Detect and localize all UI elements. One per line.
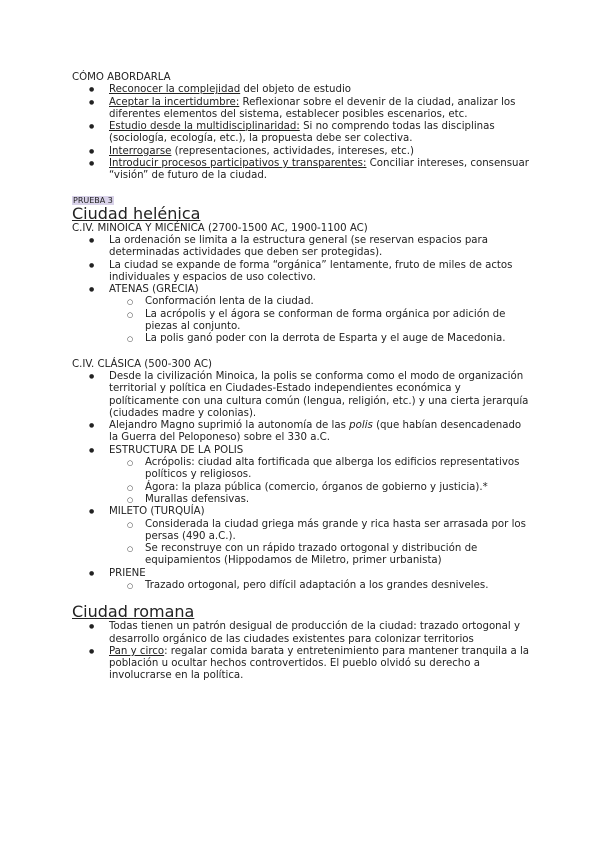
item-text: Si no comprendo todas las disciplinas (sociología, ecología, etc.), la propuesta debe ser colectiva. <box>109 121 495 145</box>
italic-term: polis <box>349 420 373 432</box>
list-item: ● MILETO (TURQUÍA) <box>72 506 532 518</box>
priene-list <box>72 568 532 580</box>
list-item: ● PRIENE <box>72 568 532 580</box>
clasica-list <box>72 371 532 457</box>
list-item: ● La ciudad se expande de forma “orgánica” lentamente, fruto de miles de actos individuales y espacios de uso colectivo. <box>72 260 532 285</box>
heading-ciudad-helenica: Ciudad helénica <box>72 203 201 223</box>
sub-list-item: ○ Ágora: la plaza pública (comercio, órganos de gobierno y justicia).* <box>72 482 532 494</box>
subheading-clasica: C.IV. CLÁSICA (500-300 AC) <box>72 358 212 370</box>
item-text: del objeto de estudio <box>240 84 352 96</box>
item-text: (representaciones, actividades, intereses, etc.) <box>171 145 414 157</box>
list-item <box>72 146 532 158</box>
underlined-term: Pan y circo <box>109 645 165 657</box>
sub-list-item: ○ Conformación lenta de la ciudad. <box>72 296 532 308</box>
item-text: Conciliar intereses, consensuar “visión” de futuro de la ciudad. <box>109 158 529 182</box>
list-item <box>72 646 532 683</box>
list-item: ● ESTRUCTURA DE LA POLIS <box>72 445 532 457</box>
item-text: : regalar comida barata y entretenimiento para mantener tranquila a la población u ocultar hechos controvertidos. El pueblo olvidó su derecho a involucrarse en la política. <box>109 645 530 682</box>
underlined-term: Interrogarse <box>109 145 172 157</box>
document-page <box>72 72 532 683</box>
list-item <box>72 420 532 445</box>
como-abordarla-list <box>72 84 532 182</box>
underlined-term: Reconocer la complejidad <box>109 84 241 96</box>
sub-list-item: ○ Trazado ortogonal, pero difícil adaptación a los grandes desniveles. <box>72 580 532 592</box>
item-text: Alejandro Magno suprimió la autonomía de las <box>109 420 350 432</box>
mileto-list <box>72 506 532 518</box>
sub-list-item: ○ Considerada la ciudad griega más grande y rica hasta ser arrasada por los persas (490 a.C.). <box>72 519 532 544</box>
sub-list-item: ○ La polis ganó poder con la derrota de Esparta y el auge de Macedonia. <box>72 333 532 345</box>
list-item <box>72 121 532 146</box>
subheading-minoica: C.IV. MINOICA Y MICÉNICA (2700-1500 AC, 1900-1100 AC) <box>72 222 368 234</box>
romana-list <box>72 621 532 682</box>
list-item <box>72 158 532 183</box>
sub-list-item: ○ Acrópolis: ciudad alta fortificada que alberga los edificios representativos políticos y religiosos. <box>72 457 532 482</box>
section-heading-como-abordarla: CÓMO ABORDARLA <box>72 72 171 83</box>
minoica-list <box>72 235 532 296</box>
item-text: Reflexionar sobre el devenir de la ciudad, analizar los diferentes elementos del sistema, establecer posibles escenarios, etc. <box>109 96 516 120</box>
item-text: (que habían desencadenado la Guerra del Peloponeso) sobre el 330 a.C. <box>109 420 522 444</box>
underlined-term: Aceptar la incertidumbre: <box>109 96 240 108</box>
list-item: ● Desde la civilización Minoica, la polis se conforma como el modo de organización territorial y política en Ciudades-Estado independientes económica y políticamente con una cultura común (lengua, religión, etc.) y una cierta jerarquía (ciudades madre y colonias). <box>72 371 532 420</box>
sub-list-item: ○ Murallas defensivas. <box>72 494 532 506</box>
mileto-sublist <box>72 519 532 568</box>
list-item: ● Todas tienen un patrón desigual de producción de la ciudad: trazado ortogonal y desarrollo orgánico de las ciudades existentes para colonizar territorios <box>72 621 532 646</box>
priene-sublist <box>72 580 532 592</box>
list-item: ● ATENAS (GRECIA) <box>72 284 532 296</box>
heading-ciudad-romana: Ciudad romana <box>72 602 195 622</box>
list-item: ● La ordenación se limita a la estructura general (se reservan espacios para determinadas actividades que deben ser protegidas). <box>72 235 532 260</box>
underlined-term: Estudio desde la multidisciplinaridad: <box>109 121 300 133</box>
list-item <box>72 84 532 96</box>
list-item <box>72 97 532 122</box>
estructura-sublist <box>72 457 532 506</box>
sub-list-item: ○ Se reconstruye con un rápido trazado ortogonal y distribución de equipamientos (Hippodamos de Miletro, primer urbanista) <box>72 543 532 568</box>
sub-list-item: ○ La acrópolis y el ágora se conforman de forma orgánica por adición de piezas al conjunto. <box>72 309 532 334</box>
atenas-sublist <box>72 296 532 345</box>
prueba-tag: PRUEBA 3 <box>73 195 113 205</box>
underlined-term: Introducir procesos participativos y transparentes: <box>109 158 367 170</box>
